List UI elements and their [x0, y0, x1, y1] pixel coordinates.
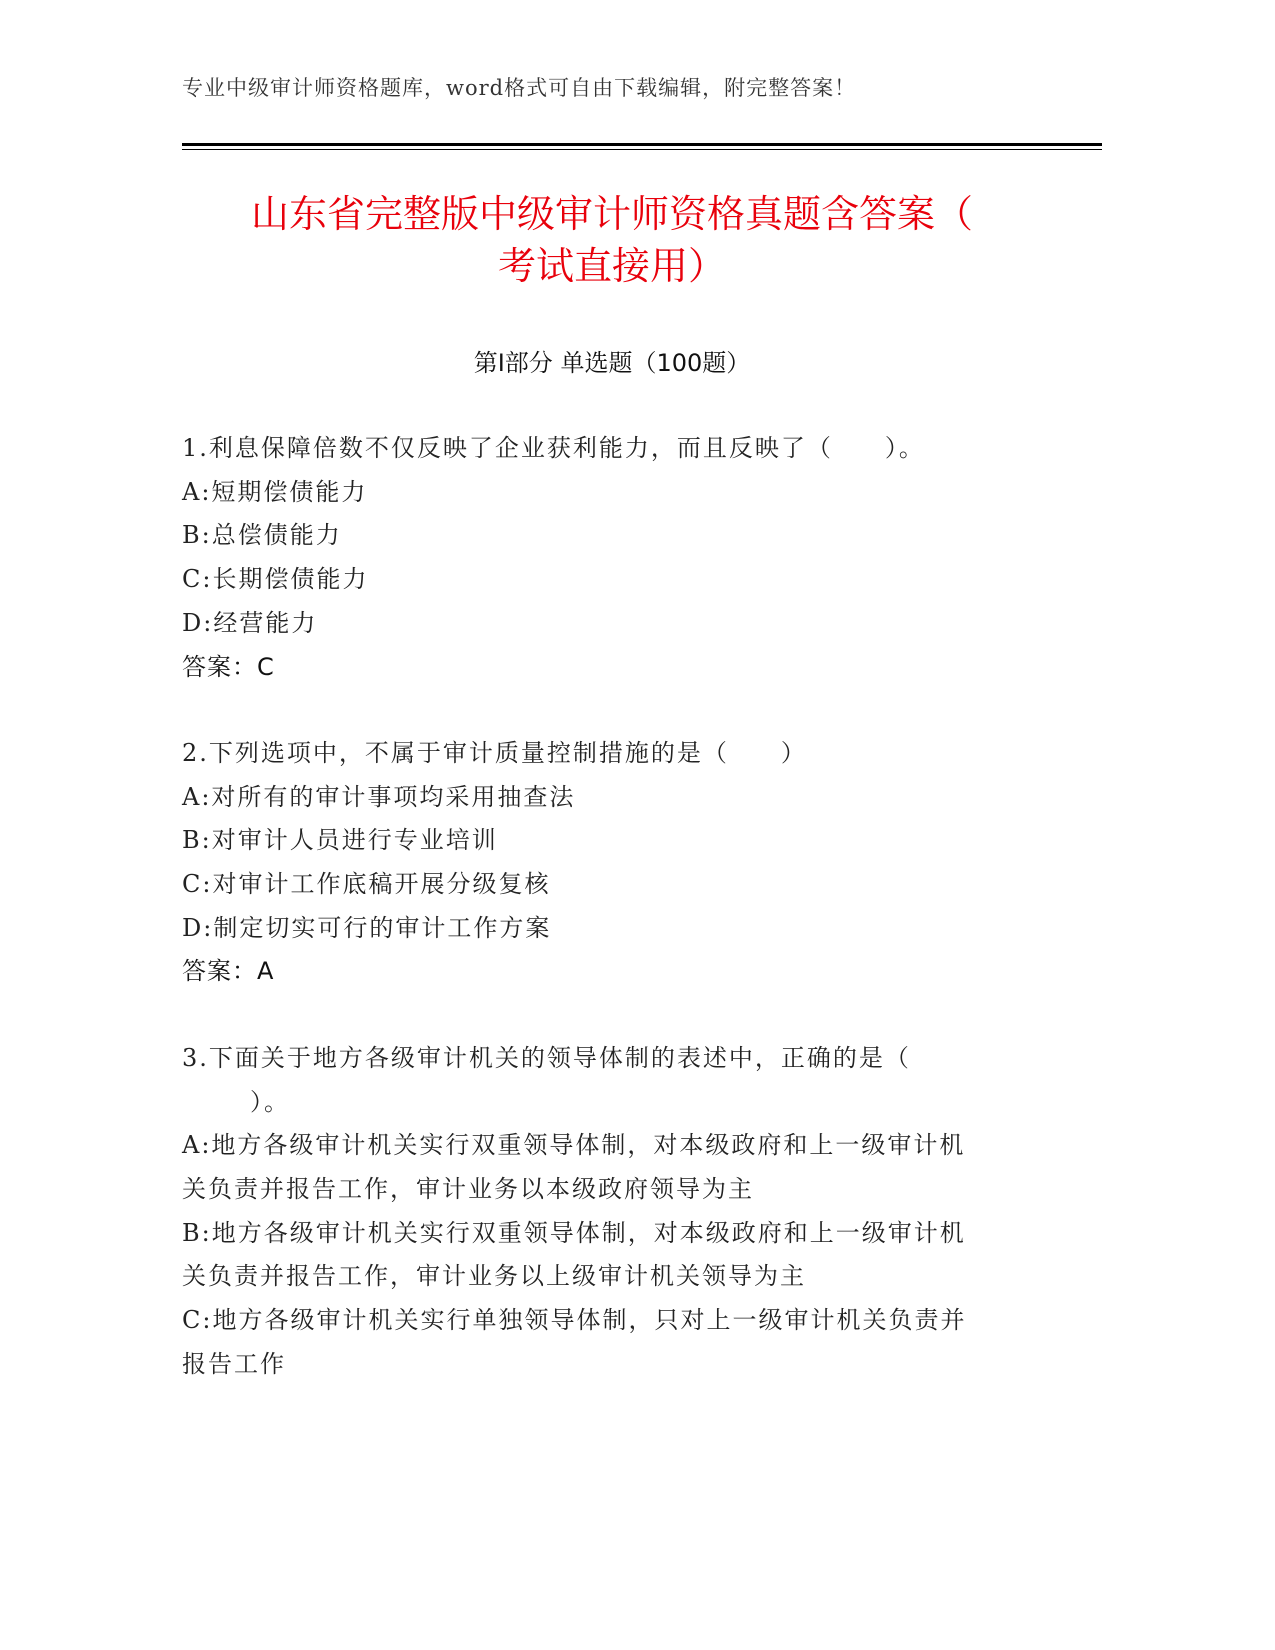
question-1-stem: 1.利息保障倍数不仅反映了企业获利能力，而且反映了（ ）。	[182, 434, 925, 462]
document-title-line-2: 考试直接用）	[497, 244, 726, 288]
question-1-option-a: A:短期偿债能力	[182, 478, 368, 506]
question-1-option-b: B:总偿债能力	[182, 521, 342, 549]
question-1-option-c: C:长期偿债能力	[182, 565, 369, 593]
question-3-option-a-line-1: A:地方各级审计机关实行双重领导体制，对本级政府和上一级审计机	[182, 1131, 966, 1159]
question-3-option-c-line-1: C:地方各级审计机关实行单独领导体制，只对上一级审计机关负责并	[182, 1306, 967, 1334]
question-2-option-c: C:对审计工作底稿开展分级复核	[182, 870, 551, 898]
question-2-option-a: A:对所有的审计事项均采用抽查法	[182, 783, 576, 811]
question-2-stem: 2.下列选项中，不属于审计质量控制措施的是（ ）	[182, 739, 807, 767]
question-3-option-c-line-2: 报告工作	[182, 1350, 286, 1378]
page-header: 专业中级审计师资格题库，word格式可自由下载编辑，附完整答案！	[182, 76, 857, 100]
question-2-option-d: D:制定切实可行的审计工作方案	[182, 914, 552, 942]
question-3-stem-line-1: 3.下面关于地方各级审计机关的领导体制的表述中，正确的是（	[182, 1044, 911, 1072]
question-3-option-b-line-1: B:地方各级审计机关实行双重领导体制，对本级政府和上一级审计机	[182, 1219, 966, 1247]
question-2-option-b: B:对审计人员进行专业培训	[182, 826, 498, 854]
question-1-option-d: D:经营能力	[182, 609, 318, 637]
header-rule-thick	[182, 143, 1102, 146]
question-3-stem-line-2: ）。	[250, 1088, 290, 1116]
question-3-option-b-line-2: 关负责并报告工作，审计业务以上级审计机关领导为主	[182, 1262, 806, 1290]
section-heading: 第Ⅰ部分 单选题（100题）	[473, 349, 751, 377]
question-2-answer: 答案：A	[182, 957, 275, 985]
header-rule-thin	[182, 149, 1102, 150]
question-1-answer: 答案：C	[182, 653, 275, 681]
document-title-line-1: 山东省完整版中级审计师资格真题含答案（	[250, 192, 973, 236]
document-title	[182, 188, 1042, 292]
question-3-option-a-line-2: 关负责并报告工作，审计业务以本级政府领导为主	[182, 1175, 754, 1203]
